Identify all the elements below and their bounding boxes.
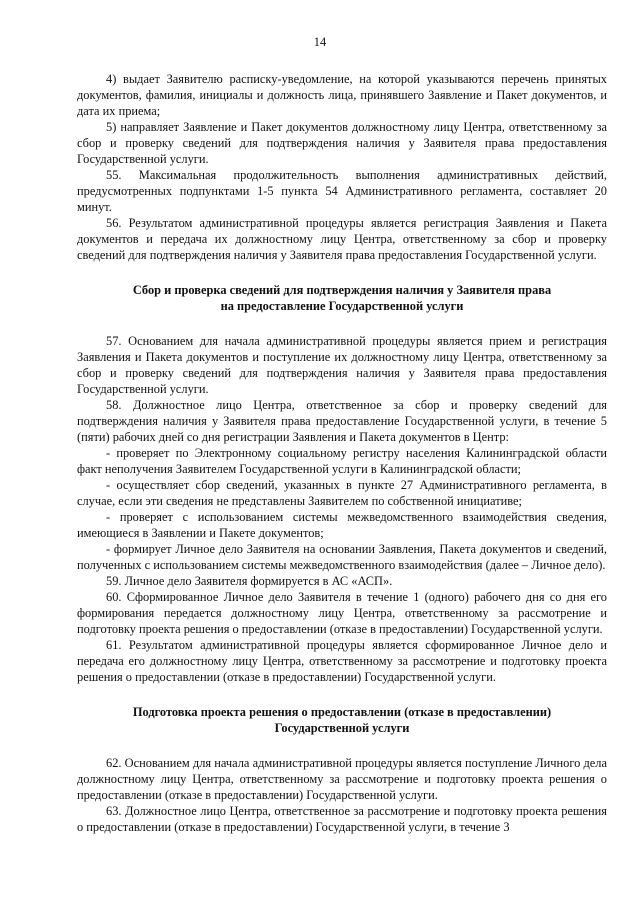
- paragraph-61: 61. Результатом административной процедуры является сформированное Личное дело и передача его должностному лицу Центра, ответственному за рассмотрение и подготовку проекта решения о предоставлении (отказе в предоставлении) Государственной услуги.: [77, 638, 607, 684]
- section-heading-verification: [77, 282, 607, 314]
- paragraph-57: 57. Основанием для начала административной процедуры является прием и регистрация Заявления и Пакета документов и поступление их должностному лицу Центра, ответственному за сбор и проверку сведений для подтверждения наличия у Заявителя права предоставления Государственной услуги.: [77, 334, 607, 396]
- paragraph-62: 62. Основанием для начала административной процедуры является поступление Личного дела должностному лицу Центра, ответственному за рассмотрение и подготовку проекта решения о предоставлении (отказе в предоставлении) Государственной услуги.: [77, 756, 607, 802]
- section-decision: [77, 755, 607, 835]
- section-registration-end: [77, 71, 607, 263]
- list-item: - осуществляет сбор сведений, указанных в пункте 27 Административного регламента, в случае, если эти сведения не представлены Заявителем по собственной инициативе;: [77, 478, 607, 508]
- list-item: - проверяет по Электронному социальному регистру населения Калининградской области факт неполучения Заявителем Государственной услуги в Калининградской области;: [77, 446, 607, 476]
- heading-line: Подготовка проекта решения о предоставлении (отказе в предоставлении): [132, 705, 552, 719]
- list-item: - формирует Личное дело Заявителя на основании Заявления, Пакета документов и сведений, полученных с использованием системы межведомственного взаимодействия (далее – Личное дело).: [77, 542, 607, 572]
- heading-line: Сбор и проверка сведений для подтверждения наличия у Заявителя права: [132, 283, 552, 297]
- page-number: 14: [313, 35, 327, 49]
- paragraph-54-5: 5) направляет Заявление и Пакет документов должностному лицу Центра, ответственному за сбор и проверку сведений для подтверждения наличия у Заявителя права предоставления Государственной услуги.: [77, 120, 607, 166]
- document-body: [77, 71, 607, 835]
- paragraph-59: 59. Личное дело Заявителя формируется в АС «АСП».: [106, 574, 393, 588]
- paragraph-54-4: 4) выдает Заявителю расписку-уведомление, на которой указываются перечень принятых документов, фамилия, инициалы и должность лица, принявшего Заявление и Пакет документов, и дата их приема;: [77, 72, 607, 118]
- paragraph-63: 63. Должностное лицо Центра, ответственное за рассмотрение и подготовку проекта решения о предоставлении (отказе в предоставлении) Государственной услуги, в течение 3: [77, 804, 607, 834]
- section-verification: [77, 333, 607, 685]
- paragraph-58: 58. Должностное лицо Центра, ответственное за сбор и проверку сведений для подтверждения наличия у Заявителя права предоставление Государственной услуги, в течение 5 (пяти) рабочих дней со дня регистрации Заявления и Пакета документов в Центр:: [77, 398, 607, 444]
- list-item: - проверяет с использованием системы межведомственного взаимодействия сведения, имеющиеся в Заявлении и Пакете документов;: [77, 510, 607, 540]
- paragraph-60: 60. Сформированное Личное дело Заявителя в течение 1 (одного) рабочего дня со дня его формирования передается должностному лицу Центра, ответственному за рассмотрение и подготовку проекта решения о предоставлении (отказе в предоставлении) Государственной услуги.: [77, 590, 607, 636]
- paragraph-56: 56. Результатом административной процедуры является регистрация Заявления и Пакета документов и передача их должностному лицу Центра, ответственному за сбор и проверку сведений для подтверждения наличия у Заявителя права предоставления Государственной услуги.: [77, 216, 607, 262]
- heading-line: Государственной услуги: [274, 721, 410, 735]
- paragraph-55: 55. Максимальная продолжительность выполнения административных действий, предусмотренных подпунктами 1-5 пункта 54 Административного регламента, составляет 20 минут.: [77, 168, 607, 214]
- section-heading-decision: [77, 704, 607, 736]
- heading-line: на предоставление Государственной услуги: [220, 299, 464, 313]
